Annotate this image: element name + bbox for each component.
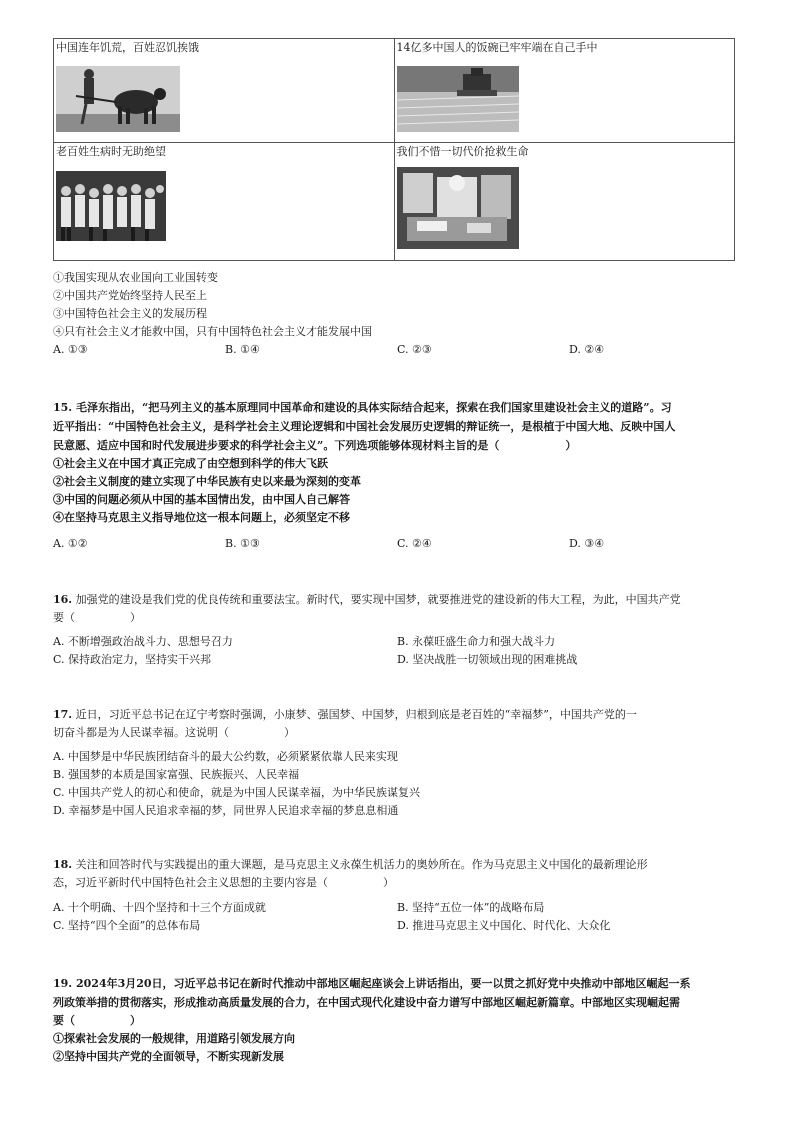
q14-cell-1-caption: 中国连年饥荒，百姓忍饥挨饿 <box>56 41 199 54</box>
medical-ward-photo <box>397 167 519 249</box>
q18-number: 18. <box>53 858 73 871</box>
q19-item-2: ②坚持中国共产党的全面领导，不断实现新发展 <box>53 1050 284 1063</box>
q17-option-b[interactable]: B. 强国梦的本质是国家富强、民族振兴、人民幸福 <box>53 768 300 781</box>
q15-option-d[interactable]: D. ③④ <box>569 537 605 550</box>
q17-number: 17. <box>53 708 73 721</box>
q15-item-4: ④在坚持马克思主义指导地位这一根本问题上，必须坚定不移 <box>53 511 350 524</box>
q19-number: 19. <box>53 977 73 990</box>
q14-option-d[interactable]: D. ②④ <box>569 343 605 356</box>
q16-option-b[interactable]: B. 永葆旺盛生命力和强大战斗力 <box>397 635 556 648</box>
q14-item-4: ④只有社会主义才能救中国，只有中国特色社会主义才能发展中国 <box>53 325 372 338</box>
q15-stem-line-2: 近平指出：“中国特色社会主义，是科学社会主义理论逻辑和中国社会发展历史逻辑的辩证统一，是根植于中国大地、反映中国人 <box>53 420 676 433</box>
q16-option-a[interactable]: A. 不断增强政治战斗力、思想号召力 <box>53 635 233 648</box>
q18-option-d[interactable]: D. 推进马克思主义中国化、时代化、大众化 <box>397 919 611 932</box>
q14-cell-2-caption: 14亿多中国人的饭碗已牢牢端在自己手中 <box>396 41 598 54</box>
q15-item-1: ①社会主义在中国才真正完成了由空想到科学的伟大飞跃 <box>53 457 328 470</box>
q14-cell-2 <box>394 39 735 143</box>
q16-stem-text-1: 加强党的建设是我们党的优良传统和重要法宝。新时代，要实现中国梦，就要推进党的建设新的伟大工程，为此，中国共产党 <box>75 593 681 606</box>
q14-cell-3 <box>54 143 395 261</box>
q16-stem-line-2: 要（ ） <box>53 611 141 624</box>
q18-option-c[interactable]: C. 坚持“四个全面”的总体布局 <box>53 919 201 932</box>
q15-option-b[interactable]: B. ①③ <box>225 537 260 550</box>
q14-cell-4 <box>394 143 735 261</box>
q15-stem-text-1: 毛泽东指出，“把马列主义的基本原理同中国革命和建设的具体实际结合起来，探索在我们国家里建设社会主义的道路”。习 <box>75 401 672 414</box>
q17-stem-line-2: 切奋斗都是为人民谋幸福。这说明（ ） <box>53 726 295 739</box>
q14-option-b[interactable]: B. ①④ <box>225 343 260 356</box>
q17-stem-line-1 <box>53 707 637 722</box>
harvester-photo <box>397 66 519 132</box>
q15-option-c[interactable]: C. ②④ <box>397 537 432 550</box>
q19-stem-text-1: 2024年3月20日，习近平总书记在新时代推动中部地区崛起座谈会上讲话指出，要一以贯之抓好党中央推动中部地区崛起一系 <box>75 977 691 990</box>
farmer-plowing-photo <box>56 66 180 132</box>
q19-stem-line-1 <box>53 976 691 991</box>
q18-stem-text-1: 关注和回答时代与实践提出的重大课题，是马克思主义永葆生机活力的奥妙所在。作为马克思主义中国化的最新理论形 <box>75 858 648 871</box>
q18-stem-line-1 <box>53 857 648 872</box>
q14-image-table <box>53 38 735 261</box>
q15-number: 15. <box>53 401 73 414</box>
q16-stem-line-1 <box>53 592 681 607</box>
q17-stem-text-1: 近日，习近平总书记在辽宁考察时强调，小康梦、强国梦、中国梦，归根到底是老百姓的“幸福梦”，中国共产党的一 <box>75 708 637 721</box>
crowd-photo <box>56 171 166 241</box>
q16-option-c[interactable]: C. 保持政治定力，坚持实干兴邦 <box>53 653 212 666</box>
q15-stem-line-3: 民意愿、适应中国和时代发展进步要求的科学社会主义”。下列选项能够体现材料主旨的是（ ） <box>53 439 577 452</box>
q18-stem-line-2: 态，习近平新时代中国特色社会主义思想的主要内容是（ ） <box>53 876 394 889</box>
q16-number: 16. <box>53 593 73 606</box>
q19-item-1: ①探索社会发展的一般规律，用道路引领发展方向 <box>53 1032 295 1045</box>
q14-item-2: ②中国共产党始终坚持人民至上 <box>53 289 207 302</box>
q19-stem-line-3: 要（ ） <box>53 1014 141 1027</box>
q14-item-1: ①我国实现从农业国向工业国转变 <box>53 271 218 284</box>
q17-option-c[interactable]: C. 中国共产党人的初心和使命，就是为中国人民谋幸福，为中华民族谋复兴 <box>53 786 421 799</box>
q18-option-a[interactable]: A. 十个明确、十四个坚持和十三个方面成就 <box>53 901 266 914</box>
q19-stem-line-2: 列政策举措的贯彻落实，形成推动高质量发展的合力，在中国式现代化建设中奋力谱写中部地区崛起新篇章。中部地区实现崛起需 <box>53 996 680 1009</box>
q15-stem-line-1 <box>53 400 672 415</box>
q15-option-a[interactable]: A. ①② <box>53 537 88 550</box>
q17-option-d[interactable]: D. 幸福梦是中国人民追求幸福的梦，同世界人民追求幸福的梦息息相通 <box>53 804 399 817</box>
q15-item-2: ②社会主义制度的建立实现了中华民族有史以来最为深刻的变革 <box>53 475 361 488</box>
q14-option-c[interactable]: C. ②③ <box>397 343 432 356</box>
q14-option-a[interactable]: A. ①③ <box>53 343 88 356</box>
q14-item-3: ③中国特色社会主义的发展历程 <box>53 307 207 320</box>
q18-option-b[interactable]: B. 坚持“五位一体”的战略布局 <box>397 901 545 914</box>
q16-option-d[interactable]: D. 坚决战胜一切领域出现的困难挑战 <box>397 653 578 666</box>
q14-cell-4-caption: 我们不惜一切代价抢救生命 <box>396 145 529 158</box>
q14-cell-1 <box>54 39 395 143</box>
q15-item-3: ③中国的问题必须从中国的基本国情出发，由中国人自己解答 <box>53 493 350 506</box>
q17-option-a[interactable]: A. 中国梦是中华民族团结奋斗的最大公约数，必须紧紧依靠人民来实现 <box>53 750 398 763</box>
q14-cell-3-caption: 老百姓生病时无助绝望 <box>56 145 166 158</box>
